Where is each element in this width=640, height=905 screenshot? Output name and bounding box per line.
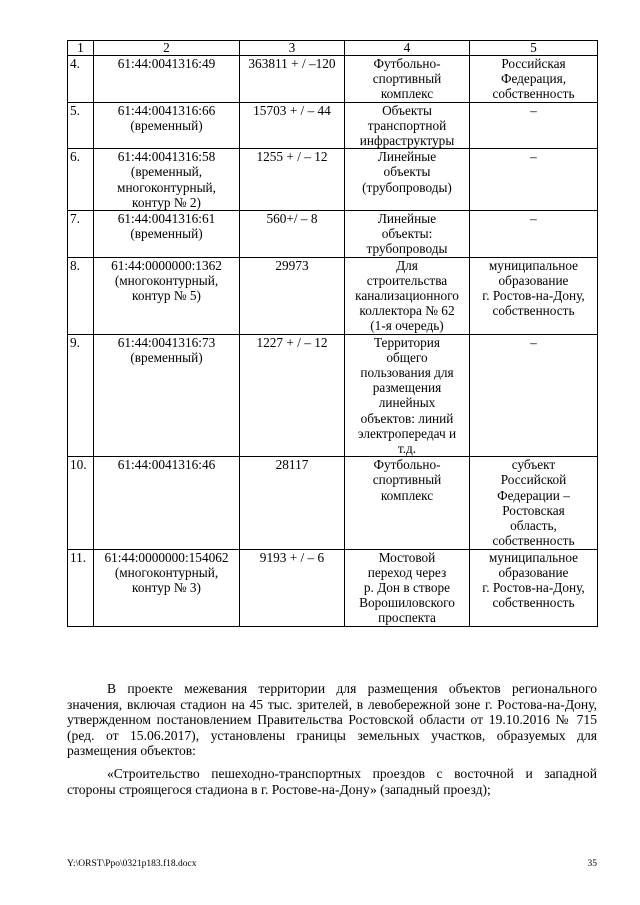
permitted-use-line: объекты:	[381, 226, 433, 242]
permitted-use-line: Для	[396, 257, 418, 273]
ownership-line: образование	[498, 272, 569, 288]
permitted-use-line: Футбольно-	[373, 457, 441, 473]
ownership	[470, 149, 598, 211]
footer-file-path: Y:\ORST\Ppo\0321p183.f18.docx	[67, 859, 197, 869]
ownership	[470, 102, 598, 149]
permitted-use-line: общего	[386, 349, 428, 365]
ownership-line: Ростовская	[502, 502, 565, 518]
ownership-line: –	[530, 334, 537, 350]
permitted-use-line: Территория	[373, 334, 441, 350]
cadastral-number-line: 61:44:0000000:1362	[111, 257, 222, 273]
table-header-row	[68, 41, 598, 56]
table-row	[68, 149, 598, 211]
permitted-use-line: р. Дон в створе	[363, 579, 451, 595]
cadastral-number-line: контур № 3)	[132, 579, 201, 595]
area-value: 1255 + / – 12	[240, 149, 345, 211]
cadastral-number-line: (временный)	[130, 349, 203, 365]
ownership-line: Федерации –	[497, 487, 570, 503]
ownership-line: область,	[510, 518, 557, 534]
permitted-use	[345, 549, 470, 626]
row-number: 4.	[68, 56, 94, 103]
cadastral-number	[94, 102, 240, 149]
ownership-line: субъект	[511, 457, 556, 473]
row-number: 5.	[68, 102, 94, 149]
permitted-use-line: канализационного	[355, 288, 459, 304]
cadastral-number-line: (временный)	[130, 117, 203, 133]
cadastral-number-line: 61:44:0041316:73	[117, 334, 216, 350]
area-value: 15703 + / – 44	[240, 102, 345, 149]
cadastral-number	[94, 457, 240, 549]
cadastral-number	[94, 334, 240, 457]
ownership-line: образование	[498, 564, 569, 580]
permitted-use	[345, 211, 470, 258]
ownership	[470, 549, 598, 626]
cadastral-number-line: 61:44:0041316:46	[117, 457, 216, 473]
row-number: 9.	[68, 334, 94, 457]
area-value: 363811 + / –120	[240, 56, 345, 103]
area-value: 9193 + / – 6	[240, 549, 345, 626]
area-value: 28117	[240, 457, 345, 549]
permitted-use-line: комплекс	[380, 487, 434, 503]
permitted-use-line: пользования для	[360, 365, 454, 381]
permitted-use-line: строительства	[366, 272, 448, 288]
permitted-use	[345, 457, 470, 549]
area-value: 1227 + / – 12	[240, 334, 345, 457]
permitted-use-line: инфраструктуры	[359, 133, 455, 149]
area-value: 29973	[240, 257, 345, 334]
land-plots-table	[67, 40, 598, 627]
permitted-use	[345, 102, 470, 149]
cadastral-number-line: (многоконтурный,	[114, 564, 219, 580]
column-header: 5	[470, 41, 598, 56]
ownership-line: собственность	[492, 533, 575, 549]
cadastral-number	[94, 549, 240, 626]
permitted-use-line: линейных	[378, 395, 436, 411]
permitted-use-line: коллектора № 62	[359, 303, 455, 319]
cadastral-number	[94, 56, 240, 103]
column-header: 1	[68, 41, 94, 56]
permitted-use-line: Футбольно-	[373, 56, 441, 71]
cadastral-number-line: (временный)	[130, 226, 203, 242]
cadastral-number	[94, 149, 240, 211]
row-number: 11.	[68, 549, 94, 626]
row-number: 6.	[68, 149, 94, 211]
ownership-line: Федерация,	[500, 71, 567, 87]
body-paragraph: «Строительство пешеходно-транспортных проездов с восточной и западной стороны строящегося стадиона в г. Ростове-на-Дону» (западный проезд);	[67, 766, 597, 797]
permitted-use-line: Линейные	[377, 149, 437, 165]
ownership-line: –	[530, 149, 537, 165]
permitted-use-line: транспортной	[367, 117, 447, 133]
cadastral-number-line: многоконтурный,	[117, 179, 216, 195]
cadastral-number-line: 61:44:0041316:66	[117, 102, 216, 118]
ownership-line: собственность	[492, 86, 575, 102]
permitted-use-line: спортивный	[372, 472, 442, 488]
ownership-line: г. Ростов-на-Дону,	[482, 288, 585, 304]
ownership-line: –	[530, 211, 537, 227]
body-paragraph: В проекте межевания территории для размещения объектов регионального значения, включая стадион на 45 тыс. зрителей, в левобережной зоне г. Ростова-на-Дону, утвержденном постановлением Правительства Ростовской области от 19.10.2016 № 715 (ред. от 15.06.2017), установлены границы земельных участков, образуемых для размещения объектов:	[67, 681, 597, 758]
area-value: 560+/ – 8	[240, 211, 345, 258]
permitted-use-line: электропередач и	[357, 425, 457, 441]
cadastral-number-line: контур № 2)	[132, 194, 201, 210]
ownership-line: Российской	[500, 472, 567, 488]
permitted-use	[345, 149, 470, 211]
row-number: 8.	[68, 257, 94, 334]
permitted-use-line: переход через	[367, 564, 447, 580]
ownership-line: муниципальное	[488, 257, 579, 273]
ownership-line: –	[530, 102, 537, 118]
permitted-use-line: Ворошиловского	[359, 595, 455, 611]
cadastral-number-line: 61:44:0041316:58	[117, 149, 216, 165]
cadastral-number-line: (многоконтурный,	[114, 272, 219, 288]
cadastral-number-line: (временный,	[130, 164, 203, 180]
ownership	[470, 211, 598, 258]
table-row	[68, 102, 598, 149]
table-row	[68, 334, 598, 457]
cadastral-number-line: 61:44:0000000:154062	[104, 549, 229, 565]
permitted-use-line: трубопроводы	[366, 241, 448, 257]
column-header: 3	[240, 41, 345, 56]
ownership-line: Российская	[501, 56, 566, 71]
permitted-use-line: (1-я очередь)	[370, 318, 444, 334]
cadastral-number-line: 61:44:0041316:49	[117, 56, 216, 71]
permitted-use-line: объекты	[383, 164, 431, 180]
row-number: 10.	[68, 457, 94, 549]
ownership-line: собственность	[492, 595, 575, 611]
column-header: 2	[94, 41, 240, 56]
permitted-use	[345, 257, 470, 334]
permitted-use-line: проспекта	[378, 610, 436, 626]
table-row	[68, 457, 598, 549]
permitted-use-line: Объекты	[382, 102, 432, 118]
permitted-use-line: (трубопроводы)	[362, 179, 452, 195]
table-row	[68, 56, 598, 103]
permitted-use-line: комплекс	[380, 86, 434, 102]
page-number: 35	[587, 859, 597, 869]
cadastral-number-line: контур № 5)	[132, 288, 201, 304]
cadastral-number	[94, 211, 240, 258]
table-row	[68, 549, 598, 626]
row-number: 7.	[68, 211, 94, 258]
permitted-use-line: размещения	[372, 380, 442, 396]
ownership-line: собственность	[492, 303, 575, 319]
ownership	[470, 334, 598, 457]
table-row	[68, 257, 598, 334]
ownership	[470, 56, 598, 103]
permitted-use-line: объектов: линий	[360, 410, 454, 426]
permitted-use	[345, 334, 470, 457]
column-header: 4	[345, 41, 470, 56]
permitted-use-line: Мостовой	[378, 549, 436, 565]
ownership	[470, 257, 598, 334]
permitted-use	[345, 56, 470, 103]
table-row	[68, 211, 598, 258]
ownership-line: муниципальное	[488, 549, 579, 565]
permitted-use-line: т.д.	[397, 441, 417, 457]
ownership-line: г. Ростов-на-Дону,	[482, 579, 585, 595]
permitted-use-line: спортивный	[372, 71, 442, 87]
ownership	[470, 457, 598, 549]
cadastral-number-line: 61:44:0041316:61	[117, 211, 216, 227]
cadastral-number	[94, 257, 240, 334]
permitted-use-line: Линейные	[377, 211, 437, 227]
